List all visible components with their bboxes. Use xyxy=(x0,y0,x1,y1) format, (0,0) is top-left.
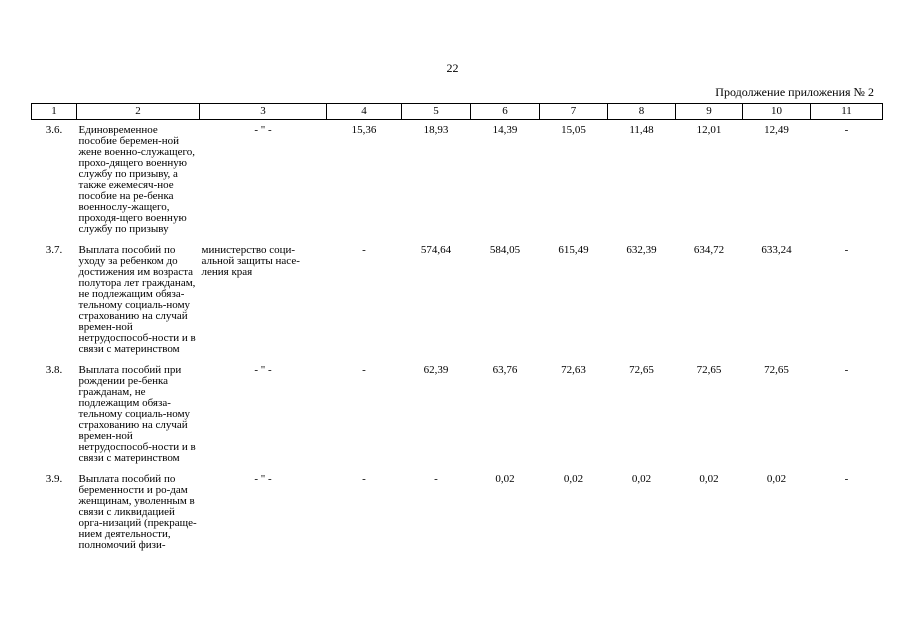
column-header: 4 xyxy=(327,104,402,120)
page-number: 22 xyxy=(446,61,459,75)
cell-col4: - xyxy=(362,364,366,376)
cell-col9: 12,01 xyxy=(696,124,722,136)
cell-col8: 11,48 xyxy=(629,124,654,136)
row-number: 3.8. xyxy=(45,364,63,376)
cell-col5: - xyxy=(434,473,438,485)
cell-col6: 63,76 xyxy=(492,364,518,376)
column-header: 3 xyxy=(200,104,327,120)
row-description: Выплата пособий по беременности и ро-дам женщинам, уволенным в связи с ликвидацией орга-низаций (прекраще-нием деятельности, полномочий физи- xyxy=(78,473,197,551)
appendix-table xyxy=(31,103,883,556)
cell-col4: 15,36 xyxy=(351,124,377,136)
row-responsible: - " - xyxy=(254,364,272,376)
cell-col11: - xyxy=(844,364,849,376)
row-number: 3.7. xyxy=(45,244,63,256)
column-header: 6 xyxy=(471,104,540,120)
row-description: Выплата пособий по уходу за ребенком до достижения им возраста полутора лет гражданам, не подлежащим обяза-тельному социаль-ному страхованию на случай времен-ной нетрудоспособ-ности и в связи с материнством xyxy=(78,244,196,355)
row-responsible: министерство соци-альной защиты насе-ления края xyxy=(201,244,300,278)
cell-col5: 62,39 xyxy=(423,364,449,376)
cell-col10: 12,49 xyxy=(764,124,789,136)
table-row xyxy=(32,360,883,469)
cell-col9: 634,72 xyxy=(693,244,725,256)
cell-col8: 0,02 xyxy=(631,473,652,485)
column-header: 8 xyxy=(608,104,676,120)
row-description: Выплата пособий при рождении ре-бенка гражданам, не подлежащим обяза-тельному социаль-ному страхованию на случай времен-ной нетрудоспособ-ности и в связи с материнством xyxy=(78,364,196,464)
cell-col10: 633,24 xyxy=(761,244,792,256)
row-description: Единовременное пособие беремен-ной жене военно-служащего, прохо-дящего военную службу по призыву, а также ежемесяч-ное пособие на ре-бенка военнослу-жащего, проходя-щего военную службу по призыву xyxy=(78,124,195,235)
cell-col4: - xyxy=(362,244,366,256)
column-header: 10 xyxy=(743,104,811,120)
table-row xyxy=(32,469,883,556)
table-header-row xyxy=(32,104,883,120)
cell-col7: 15,05 xyxy=(561,124,586,136)
cell-col6: 0,02 xyxy=(495,473,515,485)
cell-col8: 632,39 xyxy=(626,244,657,256)
cell-col11: - xyxy=(844,473,849,485)
cell-col7: 72,63 xyxy=(561,364,586,376)
row-number: 3.6. xyxy=(45,124,63,136)
column-header: 5 xyxy=(402,104,471,120)
row-responsible: - " - xyxy=(254,124,272,136)
cell-col6: 584,05 xyxy=(489,244,521,256)
appendix-continuation-label: Продолжение приложения № 2 xyxy=(715,85,874,99)
table-row xyxy=(32,240,883,360)
column-header: 1 xyxy=(32,104,77,120)
cell-col10: 0,02 xyxy=(766,473,787,485)
cell-col4: - xyxy=(362,473,366,485)
cell-col10: 72,65 xyxy=(764,364,789,376)
column-header: 9 xyxy=(676,104,743,120)
cell-col9: 0,02 xyxy=(699,473,719,485)
cell-col8: 72,65 xyxy=(629,364,654,376)
cell-col7: 615,49 xyxy=(558,244,589,256)
column-header: 7 xyxy=(540,104,608,120)
cell-col5: 18,93 xyxy=(423,124,449,136)
column-header: 2 xyxy=(77,104,200,120)
row-number: 3.9. xyxy=(45,473,63,485)
table-row xyxy=(32,120,883,241)
cell-col6: 14,39 xyxy=(492,124,518,136)
cell-col11: - xyxy=(844,124,849,136)
cell-col11: - xyxy=(844,244,849,256)
cell-col5: 574,64 xyxy=(420,244,452,256)
cell-col7: 0,02 xyxy=(563,473,584,485)
row-responsible: - " - xyxy=(254,473,272,485)
column-header: 11 xyxy=(811,104,883,120)
cell-col9: 72,65 xyxy=(696,364,722,376)
